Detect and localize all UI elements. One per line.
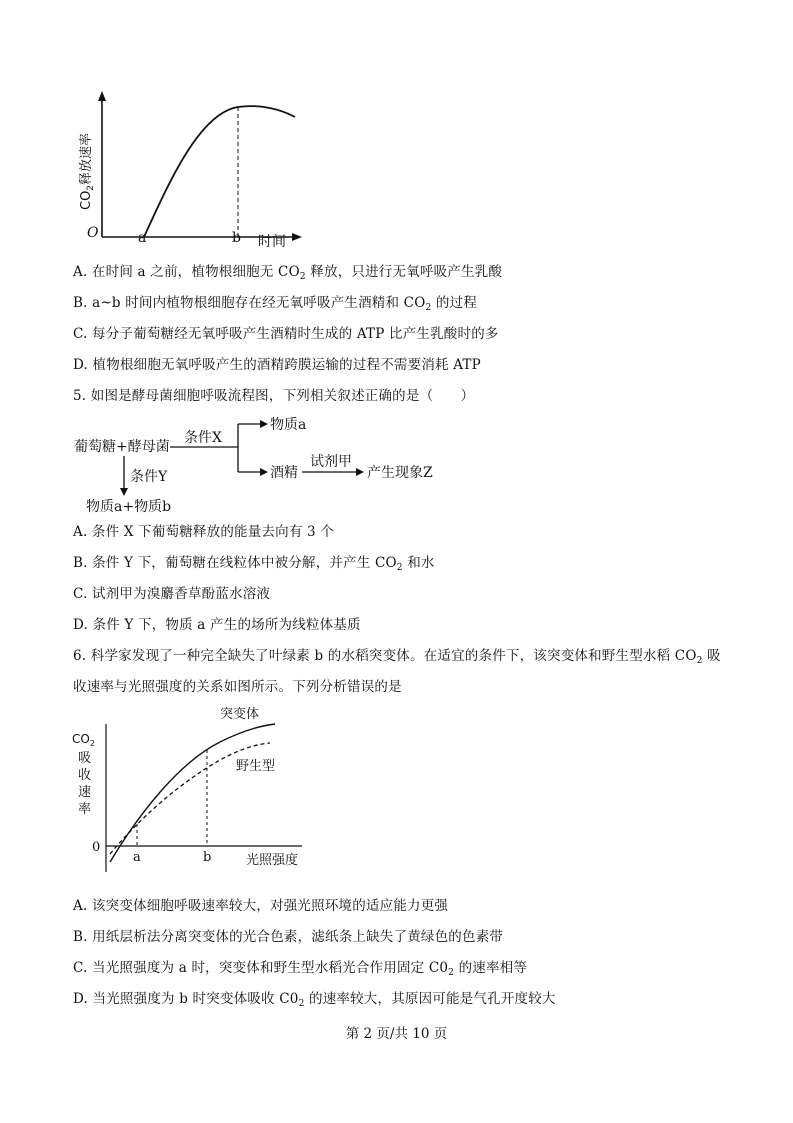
y-label-co2: $CO_2$ [72, 732, 95, 748]
flow-products: 物质a+物质b [86, 499, 172, 515]
q6-option-a: A. 该突变体细胞呼吸速率较大，对强光照环境的适应能力更强 [73, 898, 449, 914]
y-label-char-2: 收 [78, 768, 92, 783]
release-curve [144, 106, 295, 237]
q5-option-c: C. 试剂甲为溴麝香草酚蓝水溶液 [73, 586, 271, 602]
x-axis-arrow [292, 233, 302, 241]
q5-stem: 5. 如图是酵母菌细胞呼吸流程图，下列相关叙述正确的是（ ） [73, 388, 475, 404]
x-axis-label: 时间 [258, 234, 286, 250]
mutant-curve [110, 724, 275, 862]
q6-stem-line1: 6. 科学家发现了一种完全缺失了叶绿素 b 的水稻突变体。在适宜的条件下，该突变体和野生型水稻 $CO_2$ 吸 [73, 648, 721, 666]
flow-substance-a: 物质a [270, 417, 307, 433]
q4-option-a: A. 在时间 a 之前，植物根细胞无 $CO_2$ 释放，只进行无氧呼吸产生乳酸 [73, 264, 503, 282]
y-label-char-4: 率 [78, 802, 92, 817]
q6-option-c: C. 当光照强度为 a 时，突变体和野生型水稻光合作用固定 $C0_2$ 的速率相等 [73, 960, 528, 978]
yeast-respiration-flowchart [70, 410, 450, 520]
flow-alcohol: 酒精 [270, 465, 298, 481]
co2-absorption-graph [70, 702, 320, 882]
tick-a: a [138, 230, 147, 246]
tick-b: b [232, 230, 241, 246]
co2-release-graph [70, 85, 310, 255]
q4-option-b: B. a~b 时间内植物根细胞存在经无氧呼吸产生酒精和 $CO_2$ 的过程 [73, 295, 478, 313]
q6-option-b: B. 用纸层析法分离突变体的光合色素，滤纸条上缺失了黄绿色的色素带 [73, 929, 504, 945]
flow-cond-x: 条件X [184, 430, 222, 446]
x-axis-label: 光照强度 [246, 853, 299, 868]
mutant-label: 突变体 [220, 707, 260, 722]
y-label-char-3: 速 [78, 785, 92, 800]
q5-option-a: A. 条件 X 下葡萄糖释放的能量去向有 3 个 [73, 524, 334, 540]
flow-cond-y: 条件Y [130, 469, 168, 485]
flow-start: 葡萄糖+酵母菌 [74, 439, 170, 455]
tick-b: b [203, 850, 212, 865]
q5-option-d: D. 条件 Y 下，物质 a 产生的场所为线粒体基质 [73, 617, 361, 633]
flow-reagent: 试剂甲 [310, 454, 352, 470]
q4-option-d: D. 植物根细胞无氧呼吸产生的酒精跨膜运输的过程不需要消耗 ATP [73, 357, 481, 373]
page-footer: 第 2 页/共 10 页 [345, 1026, 448, 1042]
q6-stem-line2: 收速率与光照强度的关系如图所示。下列分析错误的是 [73, 679, 402, 695]
wild-label: 野生型 [236, 759, 276, 774]
y-axis-label: $CO_2$释放速率 [79, 132, 96, 210]
origin-label: O [87, 225, 99, 241]
y-label-char-1: 吸 [78, 751, 92, 766]
q6-option-d: D. 当光照强度为 b 时突变体吸收 $C0_2$ 的速率较大，其原因可能是气孔开度较大 [73, 991, 556, 1009]
y-axis-arrow [98, 91, 106, 101]
q5-option-b: B. 条件 Y 下，葡萄糖在线粒体中被分解，并产生 $CO_2$ 和水 [73, 555, 435, 573]
q4-option-c: C. 每分子葡萄糖经无氧呼吸产生酒精时生成的 ATP 比产生乳酸时的多 [73, 326, 499, 342]
zero-label: 0 [92, 840, 101, 855]
flow-phenomenon: 产生现象Z [367, 465, 433, 481]
tick-a: a [133, 850, 141, 865]
